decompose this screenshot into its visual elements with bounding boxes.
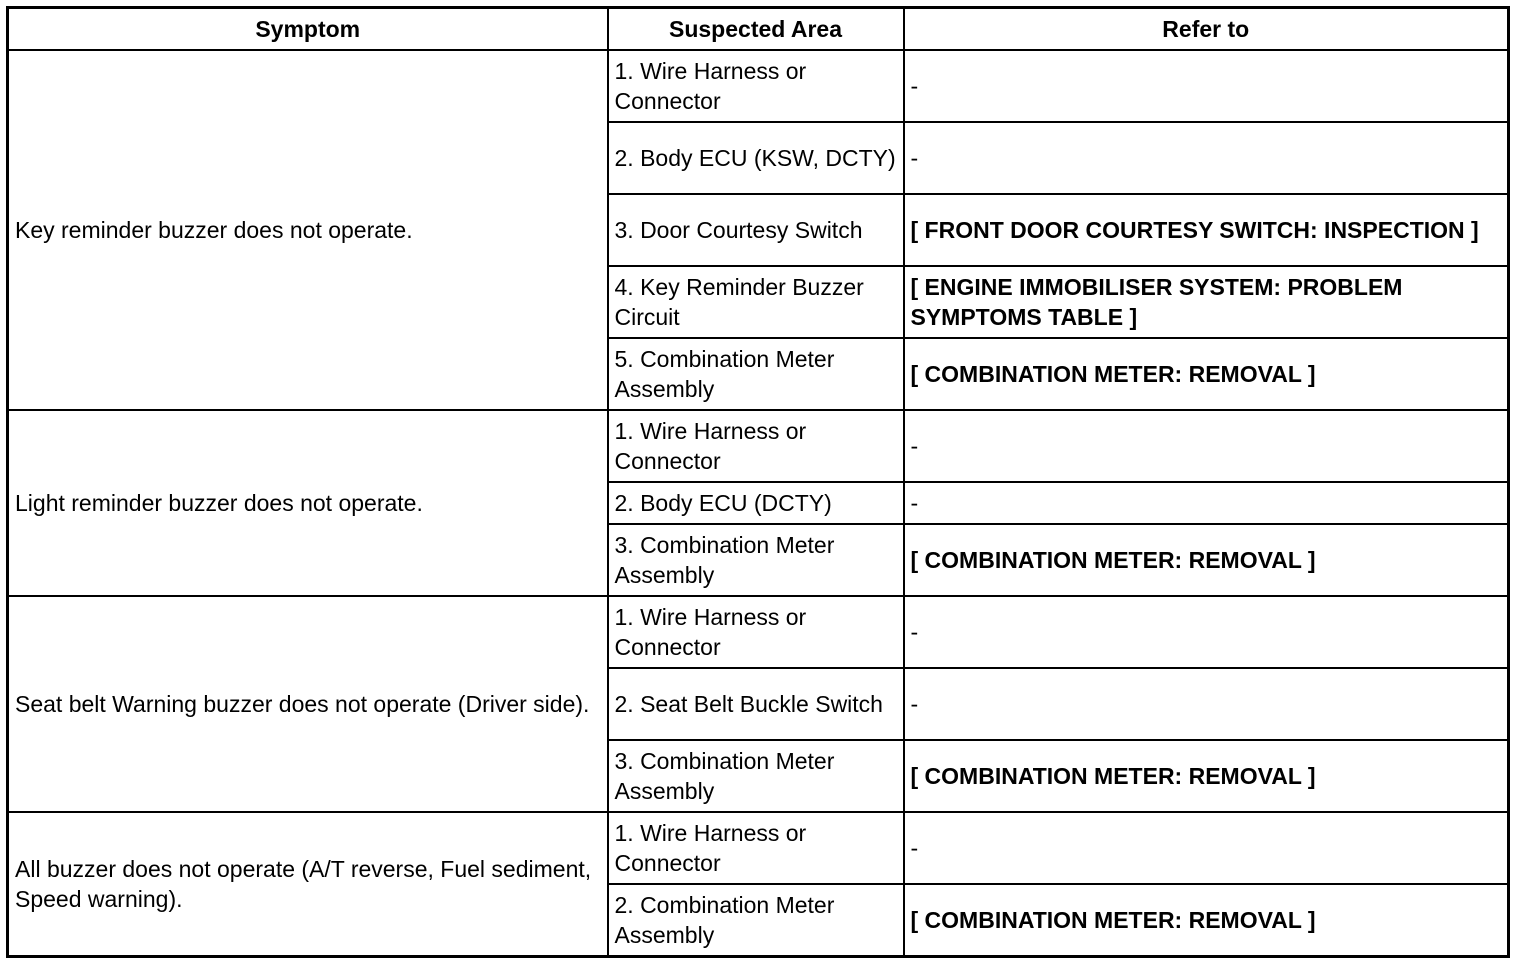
suspected-area-cell: 4. Key Reminder Buzzer Circuit bbox=[608, 266, 904, 338]
refer-to-link[interactable]: [ COMBINATION METER: REMOVAL ] bbox=[904, 338, 1509, 410]
suspected-area-cell: 2. Seat Belt Buckle Switch bbox=[608, 668, 904, 740]
refer-to-link[interactable]: [ ENGINE IMMOBILISER SYSTEM: PROBLEM SYMPTOMS TABLE ] bbox=[904, 266, 1509, 338]
suspected-area-cell: 1. Wire Harness or Connector bbox=[608, 812, 904, 884]
refer-to-cell: - bbox=[904, 668, 1509, 740]
header-suspected-area: Suspected Area bbox=[608, 8, 904, 51]
suspected-area-cell: 2. Body ECU (DCTY) bbox=[608, 482, 904, 524]
suspected-area-cell: 1. Wire Harness or Connector bbox=[608, 50, 904, 122]
table-row bbox=[8, 812, 1509, 884]
suspected-area-cell: 3. Door Courtesy Switch bbox=[608, 194, 904, 266]
suspected-area-cell: 1. Wire Harness or Connector bbox=[608, 410, 904, 482]
suspected-area-cell: 5. Combination Meter Assembly bbox=[608, 338, 904, 410]
refer-to-cell: - bbox=[904, 410, 1509, 482]
table-row bbox=[8, 410, 1509, 482]
table-row bbox=[8, 596, 1509, 668]
refer-to-cell: - bbox=[904, 596, 1509, 668]
suspected-area-cell: 2. Combination Meter Assembly bbox=[608, 884, 904, 957]
symptom-cell: Seat belt Warning buzzer does not operate (Driver side). bbox=[8, 596, 608, 812]
suspected-area-cell: 3. Combination Meter Assembly bbox=[608, 524, 904, 596]
symptom-cell: Light reminder buzzer does not operate. bbox=[8, 410, 608, 596]
table-row bbox=[8, 50, 1509, 122]
refer-to-cell: - bbox=[904, 122, 1509, 194]
header-symptom: Symptom bbox=[8, 8, 608, 51]
refer-to-cell: - bbox=[904, 482, 1509, 524]
refer-to-link[interactable]: [ COMBINATION METER: REMOVAL ] bbox=[904, 884, 1509, 957]
symptom-cell: Key reminder buzzer does not operate. bbox=[8, 50, 608, 410]
refer-to-link[interactable]: [ COMBINATION METER: REMOVAL ] bbox=[904, 740, 1509, 812]
refer-to-cell: - bbox=[904, 812, 1509, 884]
refer-to-link[interactable]: [ COMBINATION METER: REMOVAL ] bbox=[904, 524, 1509, 596]
suspected-area-cell: 2. Body ECU (KSW, DCTY) bbox=[608, 122, 904, 194]
refer-to-link[interactable]: [ FRONT DOOR COURTESY SWITCH: INSPECTION ] bbox=[904, 194, 1509, 266]
header-refer-to: Refer to bbox=[904, 8, 1509, 51]
problem-symptoms-table bbox=[6, 6, 1510, 958]
suspected-area-cell: 3. Combination Meter Assembly bbox=[608, 740, 904, 812]
symptom-cell: All buzzer does not operate (A/T reverse, Fuel sediment, Speed warning). bbox=[8, 812, 608, 957]
refer-to-cell: - bbox=[904, 50, 1509, 122]
table-header-row bbox=[8, 8, 1509, 51]
suspected-area-cell: 1. Wire Harness or Connector bbox=[608, 596, 904, 668]
